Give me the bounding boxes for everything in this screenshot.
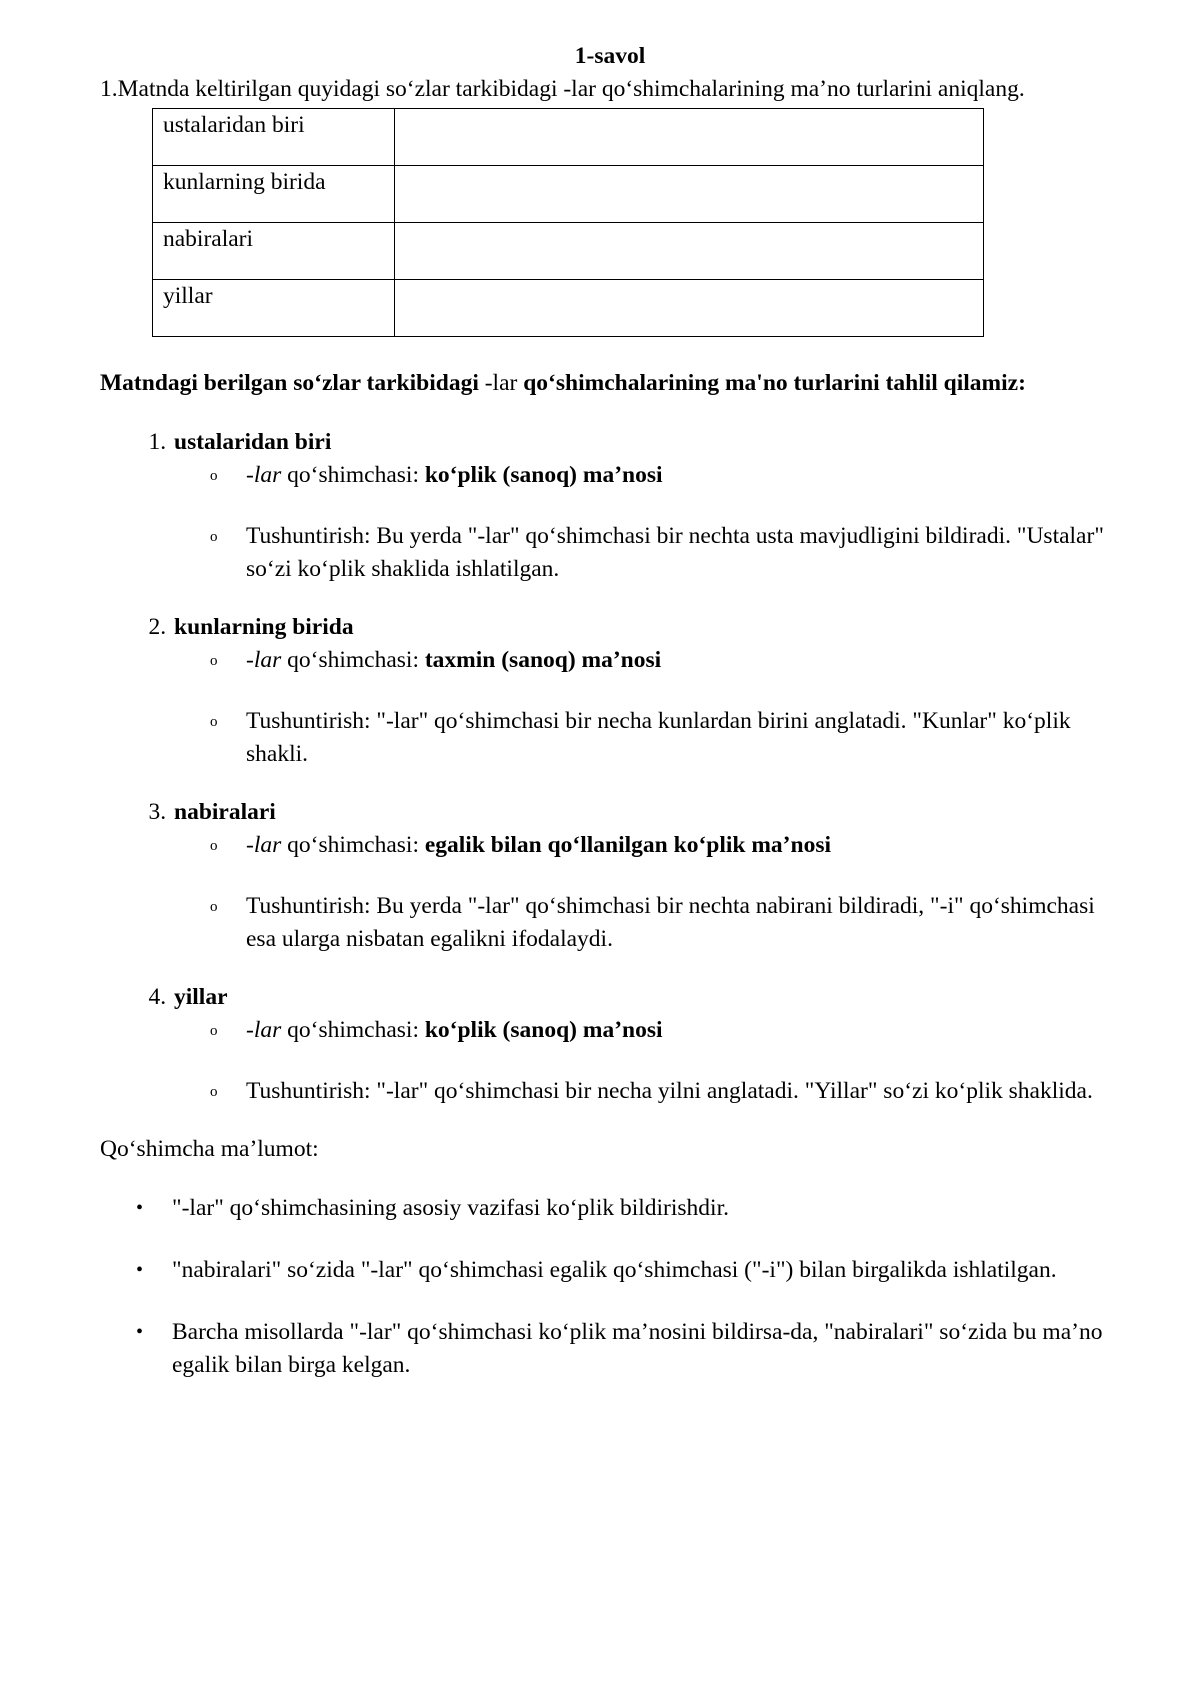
bullet-icon: • — [136, 1259, 144, 1281]
bullet-icon: • — [136, 1197, 144, 1219]
suffix-text: -lar — [246, 832, 282, 858]
analysis-sub-list — [174, 1014, 1120, 1108]
extra-info-heading: Qo‘shimcha ma’lumot: — [100, 1136, 319, 1162]
meaning-text: ko‘plik (sanoq) ma’nosi — [424, 462, 663, 488]
suffix-text: -lar — [246, 647, 282, 673]
extra-info-text: "-lar" qo‘shimchasining asosiy vazifasi ko‘plik bildirishdir. — [172, 1195, 729, 1221]
table-row — [153, 109, 984, 166]
circle-bullet-icon: o — [210, 653, 218, 669]
suffix-label: qo‘shimchasi: — [281, 1017, 425, 1043]
list-item — [210, 644, 1120, 677]
circle-bullet-icon: o — [210, 714, 218, 730]
word-cell: yillar — [153, 280, 395, 337]
answer-cell — [395, 166, 984, 223]
analysis-list — [100, 426, 1120, 1108]
list-item — [210, 459, 1120, 492]
answer-cell — [395, 223, 984, 280]
explanation-text: Tushuntirish: Bu yerda "-lar" qo‘shimchasi bir nechta usta mavjudligini bildiradi. "Ustalar" so‘zi ko‘plik shaklida ishlatilgan. — [246, 523, 1104, 582]
question-text: 1.Matnda keltirilgan quyidagi so‘zlar tarkibidagi -lar qo‘shimchalarining ma’no turlarini aniqlang. — [100, 76, 1025, 102]
extra-info-text: "nabiralari" so‘zida "-lar" qo‘shimchasi egalik qo‘shimchasi ("-i") bilan birgalikda ishlatilgan. — [172, 1257, 1057, 1283]
list-item — [210, 1014, 1120, 1047]
word-cell: kunlarning birida — [153, 166, 395, 223]
document-page — [100, 40, 1120, 1411]
analysis-item — [172, 981, 1120, 1108]
suffix-text: -lar — [246, 462, 282, 488]
analysis-item-title: kunlarning birida — [174, 614, 354, 640]
circle-bullet-icon: o — [210, 838, 218, 854]
list-item — [210, 829, 1120, 862]
analysis-item-title: nabiralari — [174, 799, 276, 825]
words-table — [152, 108, 984, 337]
list-item — [210, 520, 1120, 586]
analysis-item — [172, 796, 1120, 956]
suffix-label: qo‘shimchasi: — [281, 462, 425, 488]
intro-suffix: -lar — [484, 370, 518, 396]
meaning-text: egalik bilan qo‘llanilgan ko‘plik ma’nosi — [424, 832, 831, 858]
word-cell: nabiralari — [153, 223, 395, 280]
analysis-sub-list — [174, 459, 1120, 586]
analysis-sub-list — [174, 829, 1120, 956]
circle-bullet-icon: o — [210, 529, 218, 545]
table-row — [153, 223, 984, 280]
explanation-text: Tushuntirish: "-lar" qo‘shimchasi bir necha kunlardan birini anglatadi. "Kunlar" ko‘plik shakli. — [246, 708, 1071, 767]
table-row — [153, 166, 984, 223]
explanation-text: Tushuntirish: "-lar" qo‘shimchasi bir necha yilni anglatadi. "Yillar" so‘zi ko‘plik shaklida. — [246, 1078, 1093, 1104]
explanation-text: Tushuntirish: Bu yerda "-lar" qo‘shimchasi bir nechta nabirani bildiradi, "-i" qo‘shimchasi esa ularga nisbatan egalikni ifodalaydi. — [246, 893, 1095, 952]
intro-text-end: qo‘shimchalarining ma'no turlarini tahlil qilamiz: — [517, 370, 1026, 396]
answer-cell — [395, 280, 984, 337]
analysis-item-title: ustalaridan biri — [174, 429, 332, 455]
list-item — [136, 1316, 1120, 1382]
list-item — [210, 1075, 1120, 1108]
analysis-item — [172, 426, 1120, 586]
analysis-item-title: yillar — [174, 984, 228, 1010]
meaning-text: taxmin (sanoq) ma’nosi — [424, 647, 662, 673]
list-item — [210, 705, 1120, 771]
suffix-text: -lar — [246, 1017, 282, 1043]
word-cell: ustalaridan biri — [153, 109, 395, 166]
analysis-intro — [100, 367, 1120, 400]
circle-bullet-icon: o — [210, 1084, 218, 1100]
page-title: 1-savol — [574, 43, 646, 69]
list-item — [210, 890, 1120, 956]
suffix-label: qo‘shimchasi: — [281, 832, 425, 858]
circle-bullet-icon: o — [210, 1023, 218, 1039]
analysis-item — [172, 611, 1120, 771]
circle-bullet-icon: o — [210, 899, 218, 915]
extra-info-text: Barcha misollarda "-lar" qo‘shimchasi ko‘plik ma’nosini bildirsa-da, "nabiralari" so‘zida bu ma’no egalik bilan birga kelgan. — [172, 1319, 1103, 1378]
list-item — [136, 1254, 1120, 1287]
answer-cell — [395, 109, 984, 166]
table-row — [153, 280, 984, 337]
intro-text-start: Matndagi berilgan so‘zlar tarkibidagi — [100, 370, 485, 396]
analysis-sub-list — [174, 644, 1120, 771]
suffix-label: qo‘shimchasi: — [281, 647, 425, 673]
bullet-icon: • — [136, 1321, 144, 1343]
meaning-text: ko‘plik (sanoq) ma’nosi — [424, 1017, 663, 1043]
circle-bullet-icon: o — [210, 468, 218, 484]
list-item — [136, 1192, 1120, 1225]
extra-info-list — [100, 1192, 1120, 1382]
